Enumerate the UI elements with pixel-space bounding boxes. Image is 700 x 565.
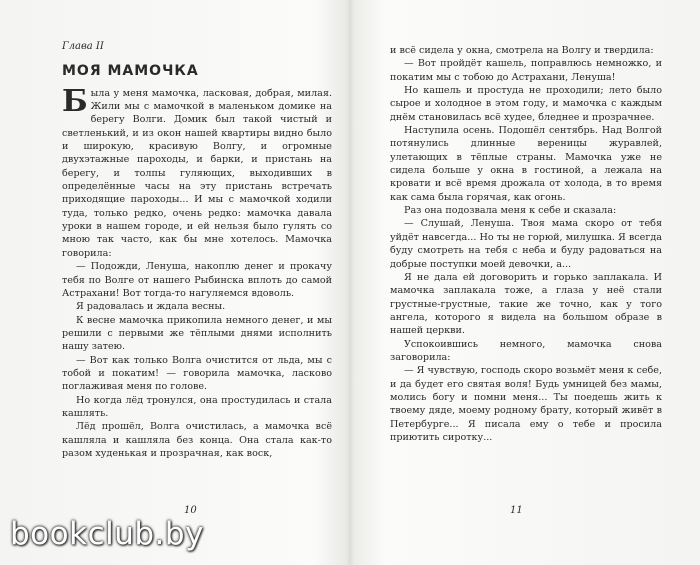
drop-cap: Б (62, 83, 88, 119)
paragraph: Но когда лёд тронулся, она простудилась и стала кашлять. (62, 394, 332, 419)
paragraph-text: ыла у меня мамочка, ласковая, добрая, милая. Жили мы с мамочкой в маленьком домике на берегу Волги. Домик был такой чистый и светленький, и из окон нашей квартиры видно было и широкую, красивую Волгу, и огромные двухэтажные пароходы, и барки, и пристань на берегу, и толпы гуляющих, выходивших в определённые часы на эту пристань встречать приходящие пароходы... И мы с мамочкой ходили туда, только редко, очень редко: мамочка давала уроки в нашем городе, и ей нельзя было гулять со мною так часто, как бы мне хотелось. Мамочка говорила: (62, 87, 332, 259)
paragraph: Наступила осень. Подошёл сентябрь. Над Волгой потянулись длинные вереницы журавлей, улетающих в тёплые страны. Мамочка уже не сидела больше у окна в гостиной, а лежала на кровати и всё время дрожала от холода, в то время как сама была горячая, как огонь. (390, 125, 662, 203)
paragraph: и всё сидела у окна, смотрела на Волгу и твердила: (390, 45, 654, 56)
paragraph: Успокоившись немного, мамочка снова заговорила: (390, 338, 662, 363)
right-page (390, 44, 662, 444)
paragraph: К весне мамочка прикопила немного денег, и мы решили с первыми же тёплыми днями исполнить нашу затею. (62, 314, 332, 353)
paragraph: Я не дала ей договорить и горько заплакала. И мамочка заплакала тоже, а глаза у неё стали грустные-грустные, такие же точно, как у того ангела, которого я видела на большом образе в нашей церкви. (390, 271, 662, 337)
paragraph: Лёд прошёл, Волга очистилась, а мамочка всё кашляла и кашляла без конца. Она стала как-то разом худенькая и прозрачная, как воск, (62, 421, 332, 459)
paragraph: — Вот пройдёт кашель, поправлюсь немножко, и покатим мы с тобою до Астрахани, Ленуша! (390, 58, 662, 83)
paragraph: Но кашель и простуда не проходили; лето было сырое и холодное в этом году, и мамочка с каждым днём становилась всё худее, бледнее и прозрачнее. (390, 85, 662, 123)
page-number-right: 11 (510, 505, 523, 516)
paragraph: — Я чувствую, господь скоро возьмёт меня к себе, и да будет его святая воля! Будь умницей без мамы, молись богу и помни меня... Ты поедешь жить к твоему дяде, моему родному брату, который живёт в Петербурге... Я писала ему о тебе и просила приютить сиротку... (390, 365, 663, 443)
chapter-title: МОЯ МАМОЧКА (62, 63, 199, 80)
paragraph: — Слушай, Ленуша. Твоя мама скоро от тебя уйдёт навсегда... Но ты не горюй, милушка. Я всегда буду смотреть на тебя с неба и буду радоваться на добрые поступки моей девочки, а... (390, 218, 662, 270)
paragraph: — Подожди, Ленуша, накоплю денег и прокачу тебя по Волге от нашего Рыбинска вплоть до самой Астрахани! Вот тогда-то нагуляемся вдоволь. (62, 261, 332, 299)
running-head: Глава II (62, 41, 104, 52)
watermark-logo: bookclub.by (10, 516, 204, 552)
left-page (62, 40, 332, 460)
paragraph (62, 83, 332, 260)
paragraph: — Вот как только Волга очистится от льда, мы с тобой и покатим! — говорила мамочка, ласково поглаживая меня по голове. (62, 354, 332, 393)
page-number-left: 10 (184, 505, 197, 516)
paragraph: Раз она подозвала меня к себе и сказала: (404, 205, 617, 217)
paragraph: Я радовалась и ждала весны. (76, 301, 226, 313)
